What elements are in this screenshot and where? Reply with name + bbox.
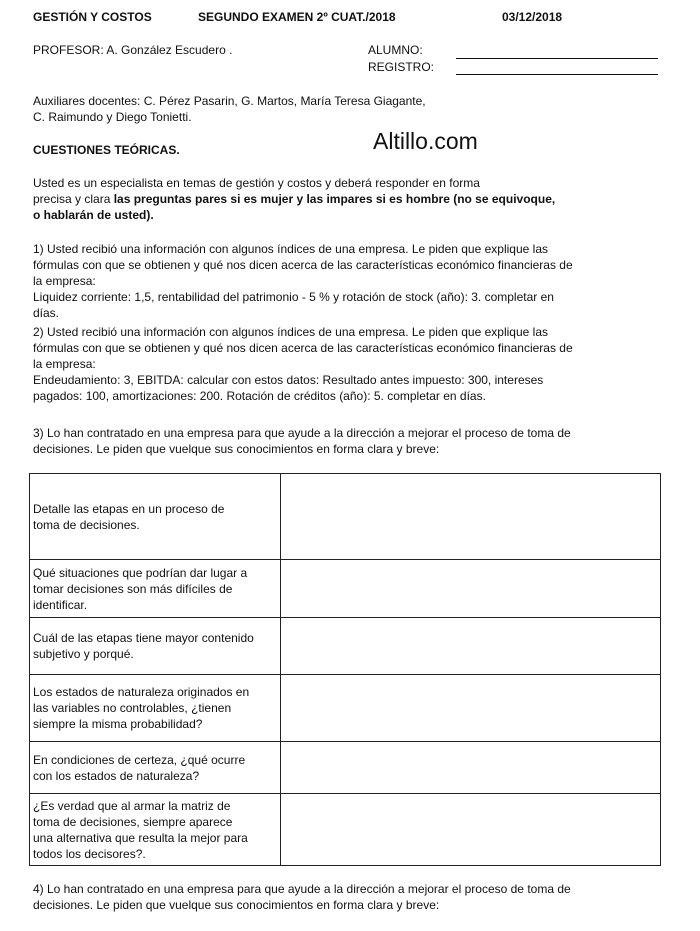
student-label: ALUMNO:	[368, 43, 423, 57]
question-cell	[30, 618, 281, 675]
assistants-block	[33, 93, 643, 125]
student-name-line[interactable]	[456, 58, 658, 59]
question-line: con los estados de naturaleza?	[33, 768, 200, 783]
q1-line: Liquidez corriente: 1,5, rentabilidad del patrimonio - 5 % y rotación de stock (año): 3. completar en	[33, 290, 554, 304]
question-3	[33, 425, 643, 457]
q2-line: 2) Usted recibió una información con algunos índices de una empresa. Le piden que explique las	[33, 325, 548, 339]
question-line: tomar decisiones son más difíciles de	[33, 581, 233, 596]
question-line: Qué situaciones que podrían dar lugar a	[33, 565, 248, 580]
q2-line: la empresa:	[33, 357, 96, 371]
intro-bold: las preguntas pares si es mujer y las impares si es hombre (no se equivoque,	[113, 192, 556, 206]
q3-line: decisiones. Le piden que vuelque sus conocimientos en forma clara y breve:	[33, 442, 440, 456]
table-row	[30, 560, 661, 618]
q2-line: fórmulas con que se obtienen y qué nos dicen acerca de las características económico financieras de	[33, 341, 573, 355]
question-line: toma de decisiones, siempre aparece	[33, 814, 233, 829]
question-line: En condiciones de certeza, ¿qué ocurre	[33, 752, 246, 767]
question-cell	[30, 474, 281, 560]
question-4	[33, 881, 643, 913]
table-row	[30, 794, 661, 866]
question-2	[33, 324, 643, 404]
registry-label: REGISTRO:	[368, 60, 435, 74]
question-line: identificar.	[33, 597, 88, 612]
q4-line: 4) Lo han contratado en una empresa para que ayude a la dirección a mejorar el proceso de toma de	[33, 882, 571, 896]
q3-line: 3) Lo han contratado en una empresa para que ayude a la dirección a mejorar el proceso de toma de	[33, 426, 571, 440]
intro-line	[33, 191, 643, 207]
table-row	[30, 742, 661, 794]
question-line: las variables no controlables, ¿tienen	[33, 701, 232, 715]
intro-paragraph	[33, 175, 643, 223]
question-line: Los estados de naturaleza originados en	[33, 685, 250, 699]
exam-date: 03/12/2018	[502, 10, 563, 24]
question-line: Detalle las etapas en un proceso de	[33, 501, 225, 516]
question-cell	[30, 742, 281, 794]
subject-title: GESTIÓN Y COSTOS	[33, 10, 152, 24]
answer-cell[interactable]	[281, 618, 661, 675]
section-title: CUESTIONES TEÓRICAS.	[33, 143, 180, 157]
q4-line: decisiones. Le piden que vuelque sus conocimientos en forma clara y breve:	[33, 898, 440, 912]
watermark: Altillo.com	[373, 128, 478, 154]
question-cell	[30, 794, 281, 866]
question-cell	[30, 675, 281, 742]
registry-line[interactable]	[456, 74, 658, 75]
answer-cell[interactable]	[281, 560, 661, 618]
question-line: siempre la misma probabilidad?	[33, 717, 203, 731]
question-line: Cuál de las etapas tiene mayor contenido	[33, 631, 254, 645]
question-line: ¿Es verdad que al armar la matriz de	[33, 798, 231, 813]
question-line: todos los decisores?.	[33, 846, 146, 861]
q1-line: fórmulas con que se obtienen y qué nos dicen acerca de las características económico financieras de	[33, 258, 573, 272]
table-row	[30, 675, 661, 742]
answer-cell[interactable]	[281, 675, 661, 742]
question-table	[29, 473, 661, 866]
intro-line: Usted es un especialista en temas de gestión y costos y deberá responder en forma	[33, 176, 480, 190]
q1-line: 1) Usted recibió una información con algunos índices de una empresa. Le piden que explique las	[33, 242, 548, 256]
intro-bold-line: o hablarán de usted).	[33, 208, 154, 222]
q1-line: la empresa:	[33, 274, 96, 288]
intro-plain: precisa y clara	[33, 192, 114, 206]
q2-line: Endeudamiento: 3, EBITDA: calcular con estos datos: Resultado antes impuesto: 300, intereses	[33, 373, 544, 387]
answer-cell[interactable]	[281, 474, 661, 560]
question-1	[33, 241, 643, 321]
assistants-line: Auxiliares docentes: C. Pérez Pasarin, G. Martos, María Teresa Giagante,	[33, 94, 426, 108]
question-line: toma de decisiones.	[33, 517, 140, 532]
q2-line: pagados: 100, amortizaciones: 200. Rotación de créditos (año): 5. completar en días.	[33, 389, 486, 403]
professor-line: PROFESOR: A. González Escudero .	[33, 43, 233, 57]
table-row	[30, 474, 661, 560]
table-row	[30, 618, 661, 675]
q1-line: días.	[33, 306, 60, 320]
exam-title: SEGUNDO EXAMEN 2º CUAT./2018	[198, 10, 396, 24]
answer-cell[interactable]	[281, 794, 661, 866]
answer-cell[interactable]	[281, 742, 661, 794]
question-cell	[30, 560, 281, 618]
question-line: una alternativa que resulta la mejor para	[33, 830, 248, 845]
assistants-line: C. Raimundo y Diego Tonietti.	[33, 110, 192, 124]
question-line: subjetivo y porqué.	[33, 647, 134, 661]
